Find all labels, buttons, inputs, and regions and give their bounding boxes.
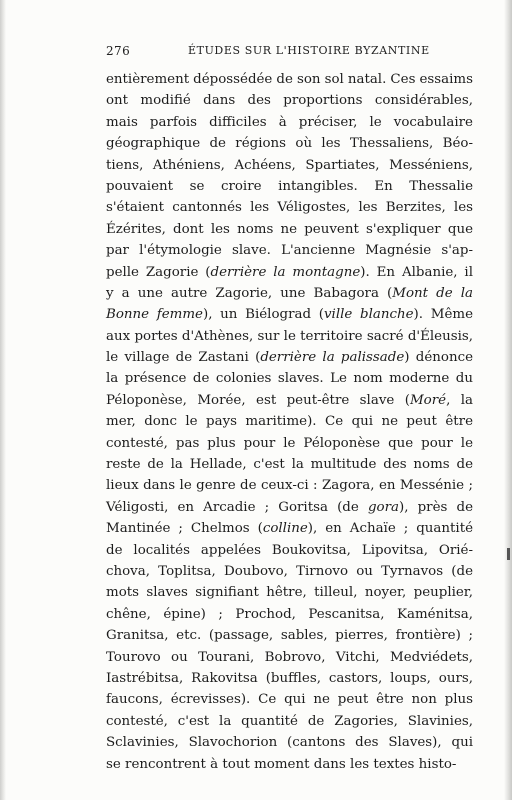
italic-text: derrière la montagne: [210, 264, 361, 280]
body-text: [106, 69, 473, 775]
text-line: [106, 433, 473, 454]
text-line: [106, 604, 473, 625]
text-segment: pouvaient se croire intangibles. En Thessalie: [106, 178, 473, 194]
text-segment: par l'étymologie slave. L'ancienne Magnésie s'ap-: [106, 243, 473, 259]
text-segment: Granitsa, etc. (passage, sables, pierres, frontière) ;: [106, 628, 473, 644]
text-line: [106, 732, 473, 753]
text-segment: ). Même: [413, 307, 473, 323]
text-line: [106, 304, 473, 325]
text-line: [106, 219, 473, 240]
text-line: [106, 561, 473, 582]
text-segment: ) dénonce: [404, 350, 473, 366]
text-line: [106, 582, 473, 603]
text-line: [106, 454, 473, 475]
text-segment: Iastrébitsa, Rakovitsa (buffles, castors, loups, ours,: [106, 670, 473, 686]
text-line: [106, 625, 473, 646]
text-line: [106, 112, 473, 133]
text-segment: ont modifié dans des proportions considérables,: [106, 93, 473, 109]
text-segment: tiens, Athéniens, Achéens, Spartiates, Messéniens,: [106, 157, 473, 173]
text-line: [106, 240, 473, 261]
text-line: [106, 133, 473, 154]
text-segment: Péloponèse, Morée, est peut-être slave (: [106, 392, 410, 408]
italic-text: Bonne femme: [106, 307, 203, 323]
italic-text: colline: [262, 521, 308, 537]
text-segment: ), en Achaïe ; quantité: [307, 521, 473, 537]
text-line: [106, 754, 473, 775]
text-segment: la présence de colonies slaves. Le nom moderne du: [106, 371, 473, 387]
text-line: [106, 668, 473, 689]
text-line: [106, 90, 473, 111]
text-line: [106, 540, 473, 561]
text-segment: ), un Biélograd (: [202, 307, 324, 323]
text-line: [106, 368, 473, 389]
text-line: [106, 326, 473, 347]
text-line: [106, 689, 473, 710]
text-line: [106, 283, 473, 304]
text-segment: mais parfois difficiles à préciser, le vocabulaire: [106, 114, 473, 130]
text-segment: Sclavinies, Slavochorion (cantons des Slaves), qui: [106, 735, 473, 751]
text-segment: contesté, pas plus pour le Péloponèse que pour le: [106, 435, 473, 451]
text-segment: , la: [446, 392, 473, 408]
text-segment: Ézérites, dont les noms ne peuvent s'expliquer que: [106, 221, 473, 237]
text-segment: lieux dans le genre de ceux-ci : Zagora, en Messénie ;: [106, 478, 473, 494]
running-head: [106, 44, 472, 62]
text-segment: entièrement dépossédée de son sol natal. Ces essaims: [106, 72, 473, 87]
text-segment: reste de la Hellade, c'est la multitude des noms de: [106, 457, 473, 473]
text-segment: ). En Albanie, il: [360, 264, 473, 280]
text-segment: y a une autre Zagorie, une Babagora (: [106, 285, 393, 301]
text-line: [106, 262, 473, 283]
text-segment: se rencontrent à tout moment dans les textes histo-: [106, 756, 457, 772]
text-line: [106, 390, 473, 411]
text-line: [106, 497, 473, 518]
page-left-edge-shadow: [0, 0, 6, 800]
italic-text: derrière la palissade: [260, 350, 405, 366]
text-segment: chova, Toplitsa, Doubovo, Tirnovo ou Tyrnavos (de: [106, 563, 473, 579]
text-line: [106, 711, 473, 732]
page-right-edge-shadow: [504, 0, 512, 800]
text-segment: faucons, écrevisses). Ce qui ne peut être non plus: [106, 692, 473, 708]
page-edge-mark: [507, 548, 510, 560]
text-segment: de localités appelées Boukovitsa, Lipovitsa, Orié-: [106, 542, 473, 558]
text-segment: mots slaves signifiant hêtre, tilleul, noyer, peuplier,: [106, 585, 473, 601]
text-segment: aux portes d'Athènes, sur le territoire sacré d'Éleusis,: [106, 328, 473, 344]
text-line: [106, 197, 473, 218]
text-segment: chêne, épine) ; Prochod, Pescanitsa, Kaménitsa,: [106, 606, 473, 622]
text-line: [106, 155, 473, 176]
text-segment: pelle Zagorie (: [106, 264, 211, 280]
text-segment: Tourovo ou Tourani, Bobrovo, Vitchi, Medviédets,: [106, 649, 473, 665]
text-line: [106, 518, 473, 539]
text-segment: Véligosti, en Arcadie ; Goritsa (de: [106, 499, 368, 515]
text-segment: mer, donc le pays maritime). Ce qui ne peut être: [106, 414, 473, 430]
page-number: 276: [106, 44, 131, 58]
text-segment: le village de Zastani (: [106, 350, 261, 366]
italic-text: Mont de la: [392, 285, 473, 301]
text-line: [106, 176, 473, 197]
text-line: [106, 647, 473, 668]
text-line: [106, 347, 473, 368]
text-segment: ), près de: [398, 499, 473, 515]
text-segment: s'étaient cantonnés les Véligostes, les Berzites, les: [106, 200, 473, 216]
text-line: [106, 411, 473, 432]
italic-text: Moré: [409, 392, 447, 408]
text-line: [106, 475, 473, 496]
text-segment: Mantinée ; Chelmos (: [106, 521, 263, 537]
italic-text: gora: [367, 499, 399, 515]
italic-text: ville blanche: [323, 307, 414, 323]
text-segment: géographique de régions où les Thessaliens, Béo-: [106, 136, 473, 152]
text-line: [106, 69, 473, 90]
text-segment: contesté, c'est la quantité de Zagories, Slavinies,: [106, 713, 473, 729]
running-title: ÉTUDES SUR L'HISTOIRE BYZANTINE: [188, 44, 430, 57]
